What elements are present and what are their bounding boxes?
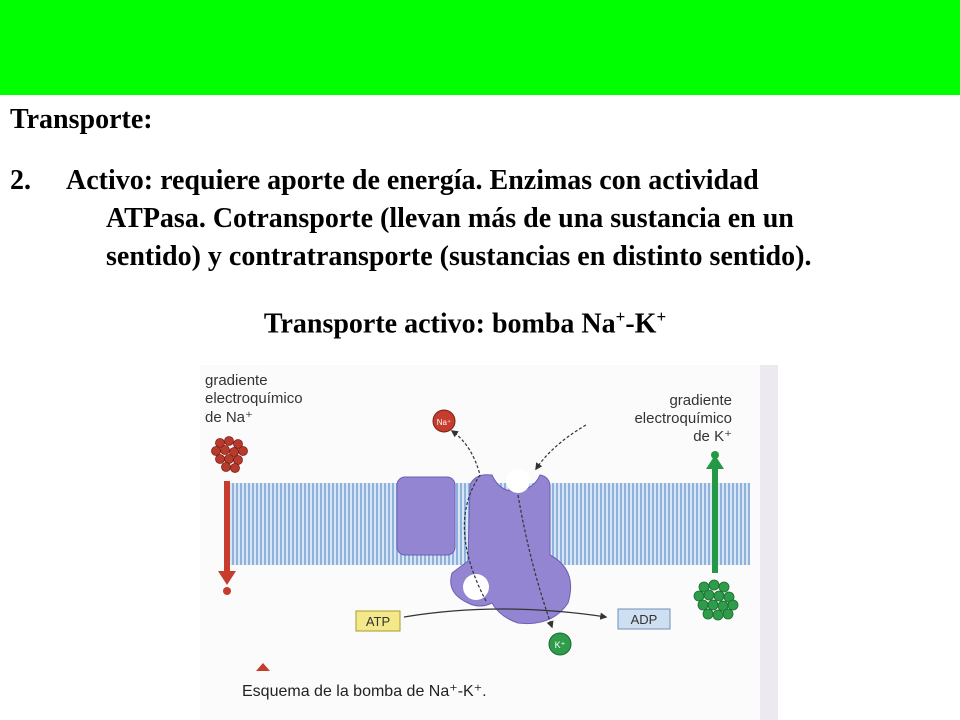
atp-label-box: [356, 611, 400, 631]
figure-edge-shade: [760, 365, 778, 720]
slide-heading: Transporte:: [10, 104, 153, 135]
figure-title: [0, 307, 930, 340]
na-gradient-line-1: gradiente: [205, 372, 268, 389]
header-bar: [0, 0, 960, 95]
k-gradient-line-1: gradiente: [669, 392, 732, 409]
sodium-ion: [433, 410, 455, 432]
potassium-ion: [549, 633, 571, 655]
adp-label: ADP: [630, 612, 658, 627]
list-item-line-1: Activo: requiere aporte de energía. Enzimas con actividad: [66, 165, 759, 196]
figure-caption: Esquema de la bomba de Na⁺-K⁺.: [242, 683, 487, 700]
potassium-charge: +: [656, 307, 667, 326]
k-gradient-line-3: de K⁺: [693, 428, 732, 445]
na-gradient-line-3: de Na⁺: [205, 409, 253, 426]
sodium-ion-label: Na⁺: [436, 418, 452, 427]
list-item-number: 2.: [10, 165, 31, 196]
sodium-charge: +: [615, 307, 626, 326]
figure-title-text: Transporte activo: bomba Na: [263, 308, 616, 340]
na-gradient-line-2: electroquímico: [205, 390, 303, 407]
list-item-line-3: sentido) y contratransporte (sustancias en distinto sentido).: [106, 241, 812, 272]
list-item-line-2: ATPasa. Cotransporte (llevan más de una sustancia en un: [106, 203, 794, 234]
adp-label-box: [618, 609, 670, 629]
sodium-potassium-pump-diagram: [200, 365, 778, 720]
potassium-ion-label: K⁺: [554, 640, 566, 650]
k-gradient-line-2: electroquímico: [634, 410, 732, 427]
atp-label: ATP: [365, 614, 391, 629]
figure-title-k: -K: [625, 308, 657, 340]
